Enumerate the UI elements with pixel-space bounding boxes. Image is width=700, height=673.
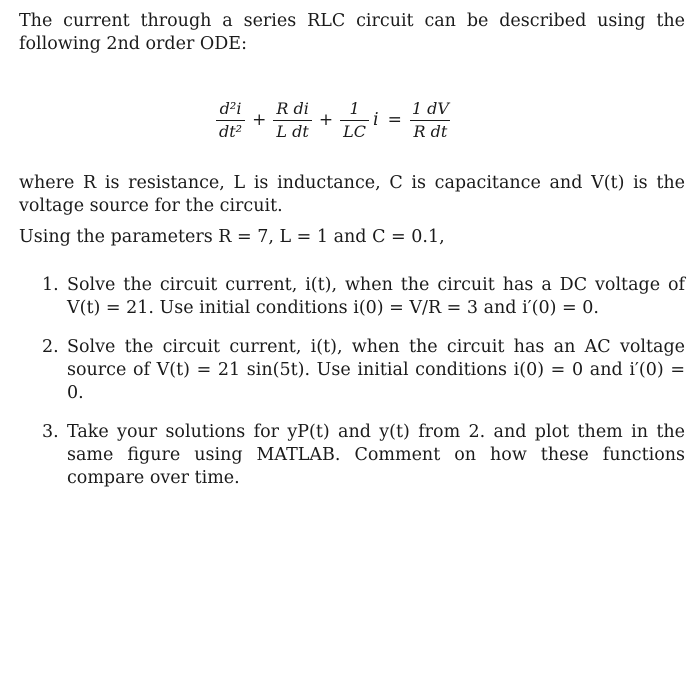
term3-denominator: LC: [340, 120, 369, 141]
ode-equation-block: [19, 100, 685, 156]
list-item-number: 1.: [42, 275, 59, 295]
rhs-term: [409, 100, 452, 141]
plus-operator: +: [252, 110, 267, 130]
rhs-denominator: R dt: [410, 120, 450, 141]
list-item: [19, 274, 685, 320]
equals-operator: =: [387, 110, 402, 130]
term3-numerator: 1: [349, 99, 360, 118]
term3-variable: i: [372, 110, 379, 130]
term1-denominator: dt²: [216, 120, 245, 141]
list-item-number: 3.: [42, 422, 59, 442]
term2-denominator: L dt: [273, 120, 311, 141]
term2-numerator: R di: [276, 99, 309, 118]
second-derivative-term: [216, 100, 245, 141]
capacitance-term: [340, 100, 369, 141]
list-item: [19, 421, 685, 490]
parameters-paragraph: Using the parameters R = 7, L = 1 and C = 0.1,: [19, 227, 445, 247]
list-item-text: Solve the circuit current, i(t), when the circuit has a DC voltage of V(t) = 21. Use initial conditions i(0) = V/R = 3 and i′(0) = 0.: [67, 275, 685, 318]
list-item-text: Take your solutions for yP(t) and y(t) from 2. and plot them in the same figure using MATLAB. Comment on how these functions compare over time.: [67, 422, 685, 488]
plus-operator: +: [318, 110, 334, 130]
task-list: [19, 274, 685, 490]
definitions-paragraph: where R is resistance, L is inductance, C is capacitance and V(t) is the voltage source for the circuit.: [19, 173, 685, 216]
rhs-numerator: 1 dV: [411, 99, 449, 118]
first-derivative-term: [273, 100, 312, 141]
list-item: [19, 336, 685, 405]
document-page: [19, 10, 685, 506]
list-item-number: 2.: [42, 337, 59, 357]
intro-paragraph: The current through a series RLC circuit can be described using the following 2nd order ODE:: [19, 11, 685, 54]
ode-equation: [215, 100, 453, 141]
list-item-text: Solve the circuit current, i(t), when the circuit has an AC voltage source of V(t) = 21 sin(5t). Use initial conditions i(0) = 0 and i′(0) = 0.: [67, 337, 685, 403]
term1-numerator: d²i: [219, 99, 242, 118]
